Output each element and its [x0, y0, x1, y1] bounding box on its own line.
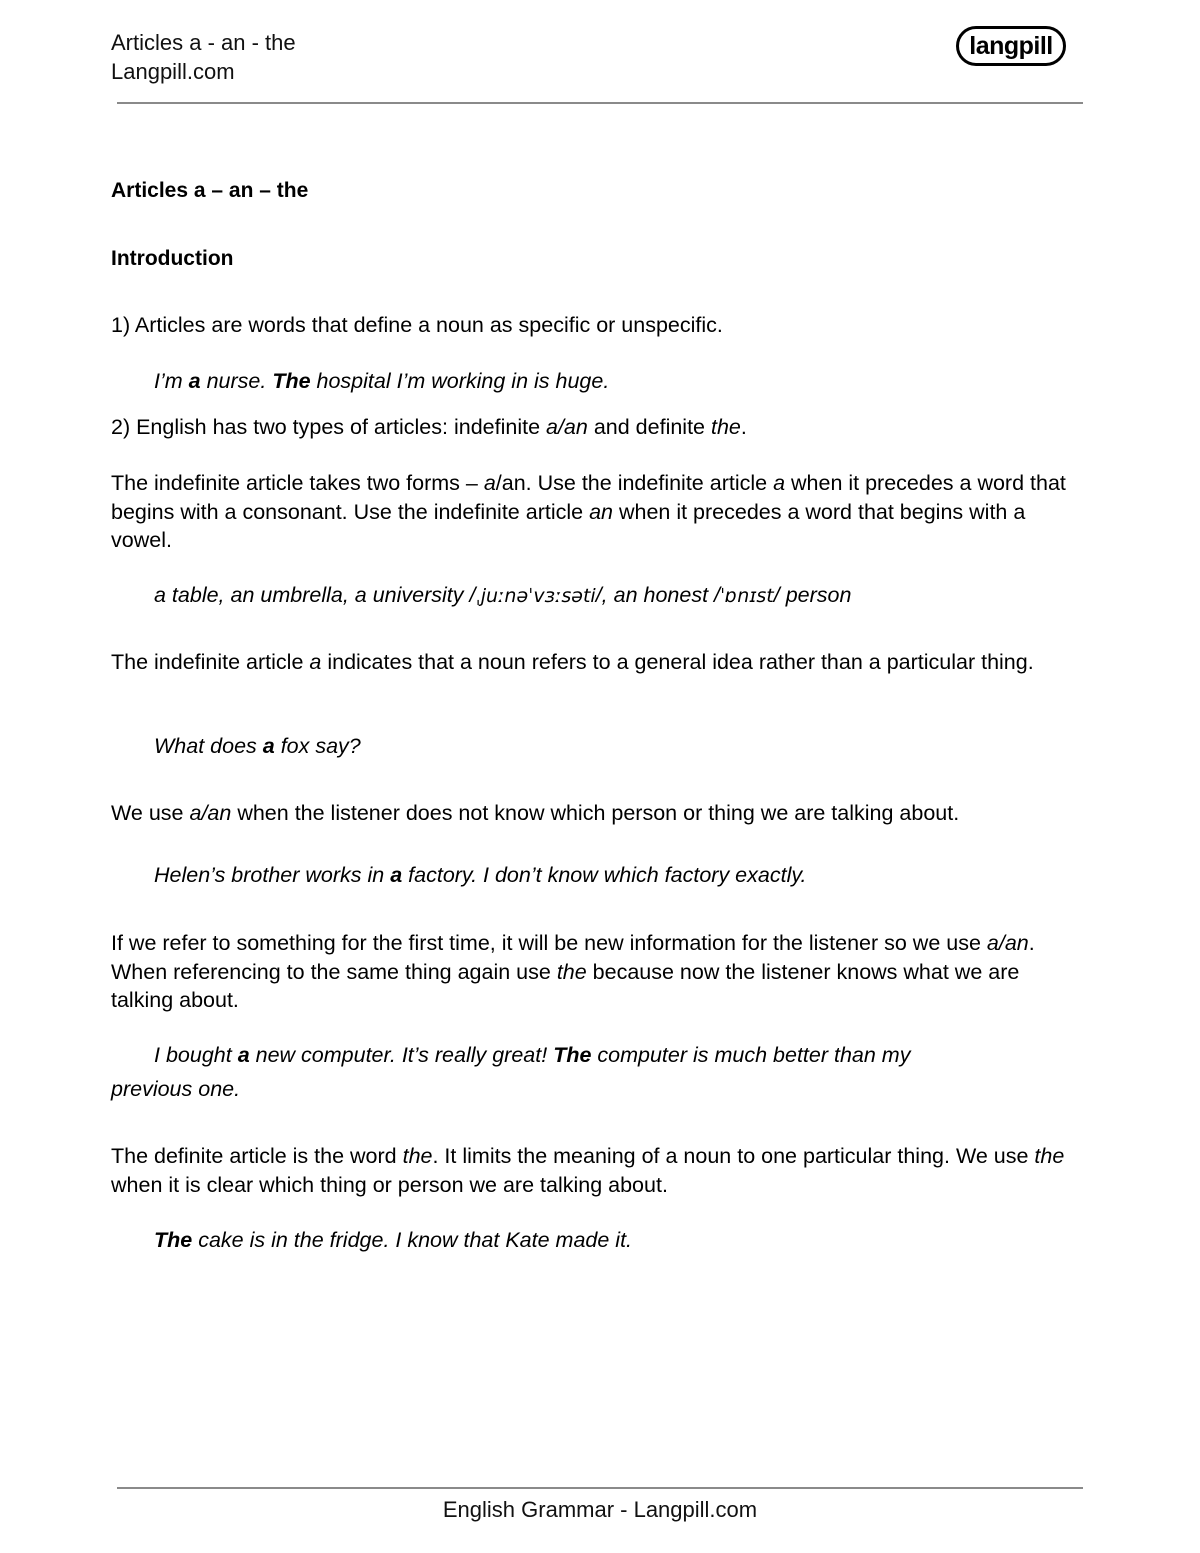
example-4: Helen’s brother works in a factory. I don’t know which factory exactly. [154, 863, 807, 887]
example-5: I bought a new computer. It’s really great! The computer is much better than my [154, 1043, 911, 1067]
header-divider [117, 102, 1083, 104]
example-2: a table, an umbrella, a university /ˌjuːnəˈvɜːsəti/, an honest /ˈɒnɪst/ person [154, 583, 852, 607]
example-3: What does a fox say? [154, 734, 361, 758]
footer-divider [117, 1487, 1083, 1489]
paragraph-6: If we refer to something for the first time, it will be new information for the listener so we use a/an. When referencing to the same thing again use the because now the listener knows what we are talking about. [111, 931, 1035, 1012]
example-5-continued: previous one. [111, 1077, 241, 1101]
paragraph-3: The indefinite article takes two forms – a/an. Use the indefinite article a when it precedes a word that begins with a consonant. Use the indefinite article an when it precedes a word that begins with a vowel. [111, 471, 1066, 552]
ipa-honest: ˈɒnɪst [720, 585, 774, 607]
document-title: Articles a – an – the [111, 179, 309, 202]
langpill-logo: langpill [956, 26, 1066, 66]
footer-text: English Grammar - Langpill.com [442, 1497, 758, 1522]
paragraph-4: The indefinite article a indicates that a noun refers to a general idea rather than a particular thing. [111, 650, 1034, 674]
example-6: The cake is in the fridge. I know that Kate made it. [154, 1228, 633, 1252]
example-1: I’m a nurse. The hospital I’m working in is huge. [154, 369, 610, 393]
paragraph-5: We use a/an when the listener does not know which person or thing we are talking about. [111, 801, 960, 825]
paragraph-2: 2) English has two types of articles: indefinite a/an and definite the. [111, 415, 747, 439]
section-heading: Introduction [111, 247, 234, 270]
header-title: Articles a - an - the [111, 30, 296, 55]
header-site: Langpill.com [111, 59, 235, 84]
paragraph-7: The definite article is the word the. It limits the meaning of a noun to one particular thing. We use the when it is clear which thing or person we are talking about. [111, 1144, 1065, 1197]
paragraph-1: 1) Articles are words that define a noun as specific or unspecific. [111, 313, 723, 337]
header-text [111, 28, 296, 86]
ipa-university: ˌjuːnəˈvɜːsəti [475, 585, 596, 607]
